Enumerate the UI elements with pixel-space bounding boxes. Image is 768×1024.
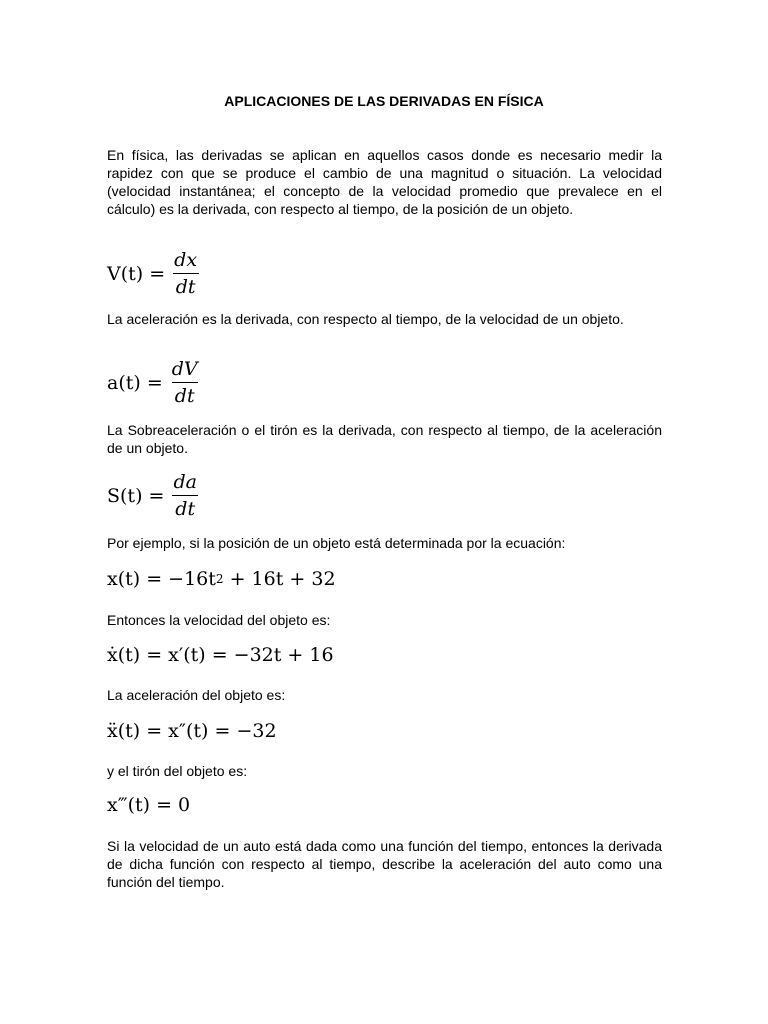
fraction	[170, 471, 200, 520]
fraction-denominator: dt	[172, 382, 198, 407]
fraction	[171, 249, 200, 298]
equation-position-rhs: + 16t + 32	[223, 568, 336, 590]
fraction-numerator: dx	[174, 249, 198, 271]
fraction-numerator: da	[173, 471, 197, 493]
fraction	[169, 358, 201, 407]
paragraph-jerk-intro: y el tirón del objeto es:	[107, 763, 248, 779]
equation-accel-result: ẍ(t) = x″(t) = −32	[107, 720, 277, 742]
paragraph-acceleration: La aceleración es la derivada, con respecto al tiempo, de la velocidad de un objeto.	[107, 311, 624, 327]
paragraph-velocity-intro: Entonces la velocidad del objeto es:	[107, 612, 331, 628]
equation-velocity	[107, 249, 200, 298]
equation-velocity-result: ẋ(t) = x′(t) = −32t + 16	[107, 644, 334, 666]
paragraph-jerk: La Sobreaceleración o el tirón es la derivada, con respecto al tiempo, de la aceleración de un objeto.	[107, 422, 662, 456]
equation-jerk	[107, 471, 200, 520]
paragraph-accel-intro: La aceleración del objeto es:	[107, 687, 286, 703]
paragraph-conclusion: Si la velocidad de un auto está dada como una función del tiempo, entonces la derivada de dicha función con respecto al tiempo, describe la aceleración del auto como una función del tiempo.	[107, 838, 662, 890]
equation-position-lhs: x(t) = −16t	[107, 568, 216, 590]
paragraph-example: Por ejemplo, si la posición de un objeto está determinada por la ecuación:	[107, 535, 566, 551]
document-title: APLICACIONES DE LAS DERIVADAS EN FÍSICA	[224, 93, 544, 109]
paragraph-intro: En física, las derivadas se aplican en aquellos casos donde es necesario medir la rapidez con que se produce el cambio de una magnitud o situación. La velocidad (velocidad instantánea; el concepto de la velocidad promedio que prevalece en el cálculo) es la derivada, con respecto al tiempo, de la posición de un objeto.	[107, 147, 662, 217]
equation-acceleration	[107, 358, 201, 407]
equation-jerk-result: x‴(t) = 0	[107, 794, 191, 816]
equation-lhs: S(t) =	[107, 484, 165, 507]
equation-position	[107, 568, 336, 590]
fraction-denominator: dt	[173, 273, 199, 298]
fraction-numerator: dV	[171, 358, 198, 380]
equation-lhs: a(t) =	[107, 371, 163, 394]
fraction-denominator: dt	[172, 495, 198, 520]
equation-lhs: V(t) =	[107, 262, 166, 285]
equation-position-exponent: 2	[215, 572, 224, 586]
